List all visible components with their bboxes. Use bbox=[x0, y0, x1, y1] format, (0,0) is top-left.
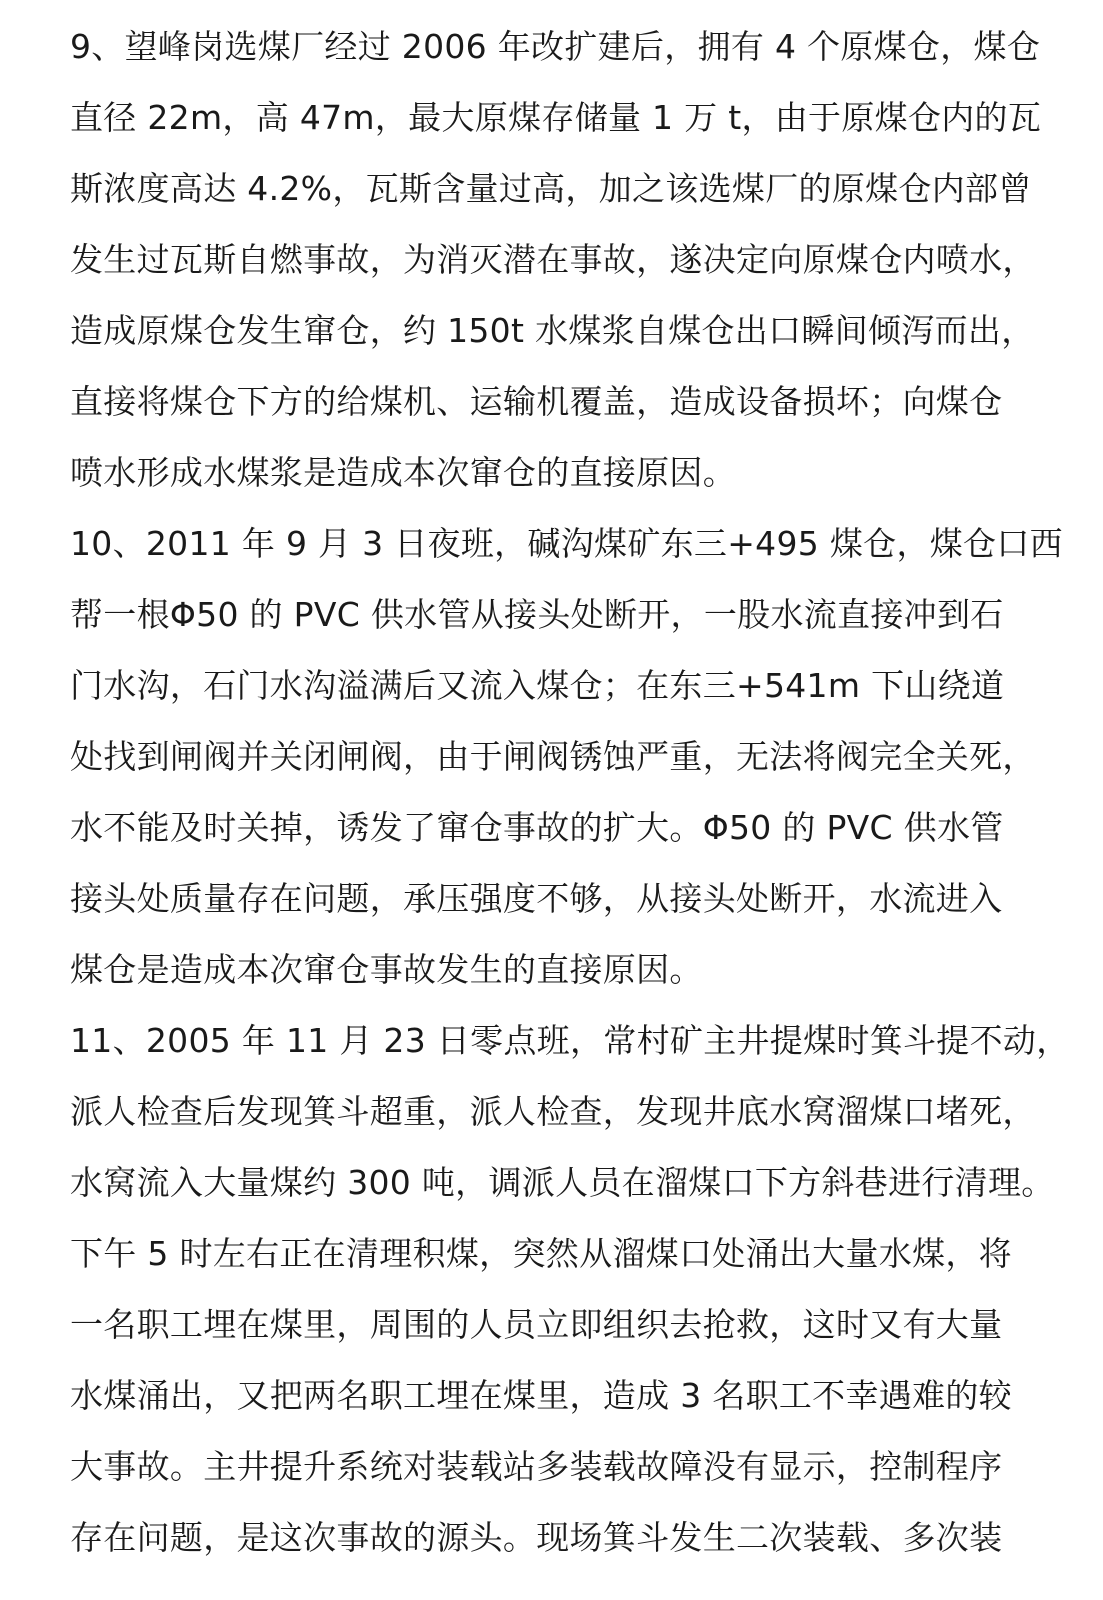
text-line: 喷水形成水煤浆是造成本次窜仓的直接原因。 bbox=[70, 453, 736, 492]
text-line: 斯浓度高达 4.2%，瓦斯含量过高，加之该选煤厂的原煤仓内部曾 bbox=[70, 169, 1032, 208]
text-line: 煤仓是造成本次窜仓事故发生的直接原因。 bbox=[70, 950, 703, 989]
text-line: 直径 22m，高 47m，最大原煤存储量 1 万 t，由于原煤仓内的瓦 bbox=[70, 98, 1042, 137]
text-line: 存在问题，是这次事故的源头。现场箕斗发生二次装载、多次装 bbox=[70, 1518, 1003, 1557]
text-line: 水窝流入大量煤约 300 吨，调派人员在溜煤口下方斜巷进行清理。 bbox=[70, 1163, 1055, 1202]
text-line: 水不能及时关掉，诱发了窜仓事故的扩大。Φ50 的 PVC 供水管 bbox=[70, 808, 1004, 847]
text-line: 水煤涌出，又把两名职工埋在煤里，造成 3 名职工不幸遇难的较 bbox=[70, 1376, 1012, 1415]
text-line: 门水沟，石门水沟溢满后又流入煤仓；在东三+541m 下山绕道 bbox=[70, 666, 1005, 705]
text-line: 大事故。主井提升系统对装载站多装载故障没有显示，控制程序 bbox=[70, 1447, 1003, 1486]
text-line: 直接将煤仓下方的给煤机、运输机覆盖，造成设备损坏；向煤仓 bbox=[70, 382, 1003, 421]
text-line: 帮一根Φ50 的 PVC 供水管从接头处断开，一股水流直接冲到石 bbox=[70, 595, 1004, 634]
text-line: 下午 5 时左右正在清理积煤，突然从溜煤口处涌出大量水煤，将 bbox=[70, 1234, 1012, 1273]
text-line: 派人检查后发现箕斗超重，派人检查，发现井底水窝溜煤口堵死， bbox=[70, 1092, 1036, 1131]
text-line: 10、2011 年 9 月 3 日夜班，碱沟煤矿东三+495 煤仓，煤仓口西 bbox=[70, 524, 1063, 563]
text-line: 发生过瓦斯自燃事故，为消灭潜在事故，遂决定向原煤仓内喷水， bbox=[70, 240, 1036, 279]
text-line: 9、望峰岗选煤厂经过 2006 年改扩建后，拥有 4 个原煤仓，煤仓 bbox=[70, 27, 1041, 66]
text-line: 11、2005 年 11 月 23 日零点班，常村矿主井提煤时箕斗提不动， bbox=[70, 1021, 1070, 1060]
text-line: 造成原煤仓发生窜仓，约 150t 水煤浆自煤仓出口瞬间倾泻而出， bbox=[70, 311, 1035, 350]
text-line: 一名职工埋在煤里，周围的人员立即组织去抢救，这时又有大量 bbox=[70, 1305, 1003, 1344]
text-line: 处找到闸阀并关闭闸阀，由于闸阀锈蚀严重，无法将阀完全关死， bbox=[70, 737, 1036, 776]
text-line: 接头处质量存在问题，承压强度不够，从接头处断开，水流进入 bbox=[70, 879, 1003, 918]
